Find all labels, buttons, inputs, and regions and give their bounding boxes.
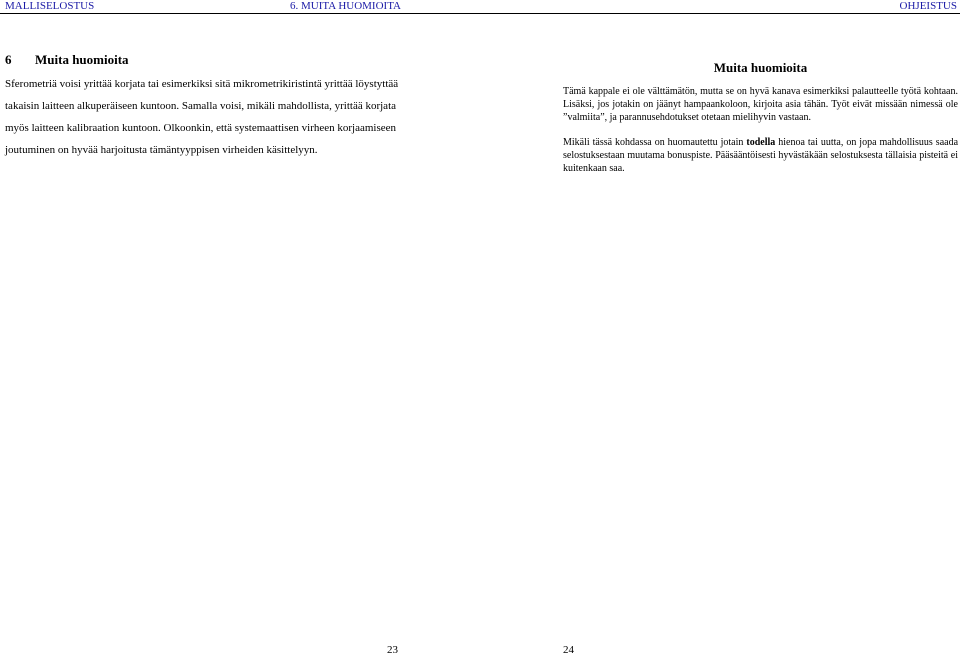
emphasis-todella: todella [746, 137, 776, 148]
running-header-center: 6. MUITA HUOMIOITA [290, 0, 401, 12]
instruction-paragraph-2 [563, 136, 958, 175]
running-header-right: OHJEISTUS [899, 0, 957, 12]
page-number-right: 24 [563, 644, 574, 656]
running-header-left: MALLISELOSTUS [5, 0, 95, 12]
instruction-paragraph-2-end: hienoa tai uutta, on jopa mahdollisuus saada selostuksestaan muutama bonuspiste. Pääsääntöisesti hyvästäkään selostuksesta tällaisia pisteitä ei kuitenkaan saa. [563, 137, 959, 174]
header-rule-left [0, 13, 480, 14]
instruction-paragraph-1: Tämä kappale ei ole välttämätön, mutta se on hyvä kanava esimerkiksi palautteelle työtä kohtaan. Lisäksi, jos jotakin on jäänyt hampaankoloon, kirjoita asia tähän. Työt eivät missään nimessä ole ”valmiita”, ja parannusehdotukset otetaan mielihyvin vastaan. [563, 86, 958, 123]
instruction-paragraph-2-start: Mikäli tässä kohdassa on huomautettu jotain [563, 137, 747, 148]
section-title: Muita huomioita [35, 52, 129, 67]
page-number-left: 23 [387, 644, 398, 656]
right-page [480, 0, 960, 656]
instruction-box-title: Muita huomioita [713, 60, 808, 75]
section-number: 6 [5, 52, 12, 67]
section-heading [5, 52, 129, 68]
section-body-paragraph: Sferometriä voisi yrittää korjata tai esimerkiksi sitä mikrometrikiristintä yrittää löystyttää takaisin laitteen alkuperäiseen kuntoon. Samalla voisi, mikäli mahdollista, yrittää korjata myös laitteen kalibraation kuntoon. Olkoonkin, että systemaattisen virheen korjaamiseen joutuminen on hyvää harjoitusta tämäntyyppisen virheiden käsittelyyn. [5, 78, 399, 156]
header-rule-right [480, 13, 960, 14]
